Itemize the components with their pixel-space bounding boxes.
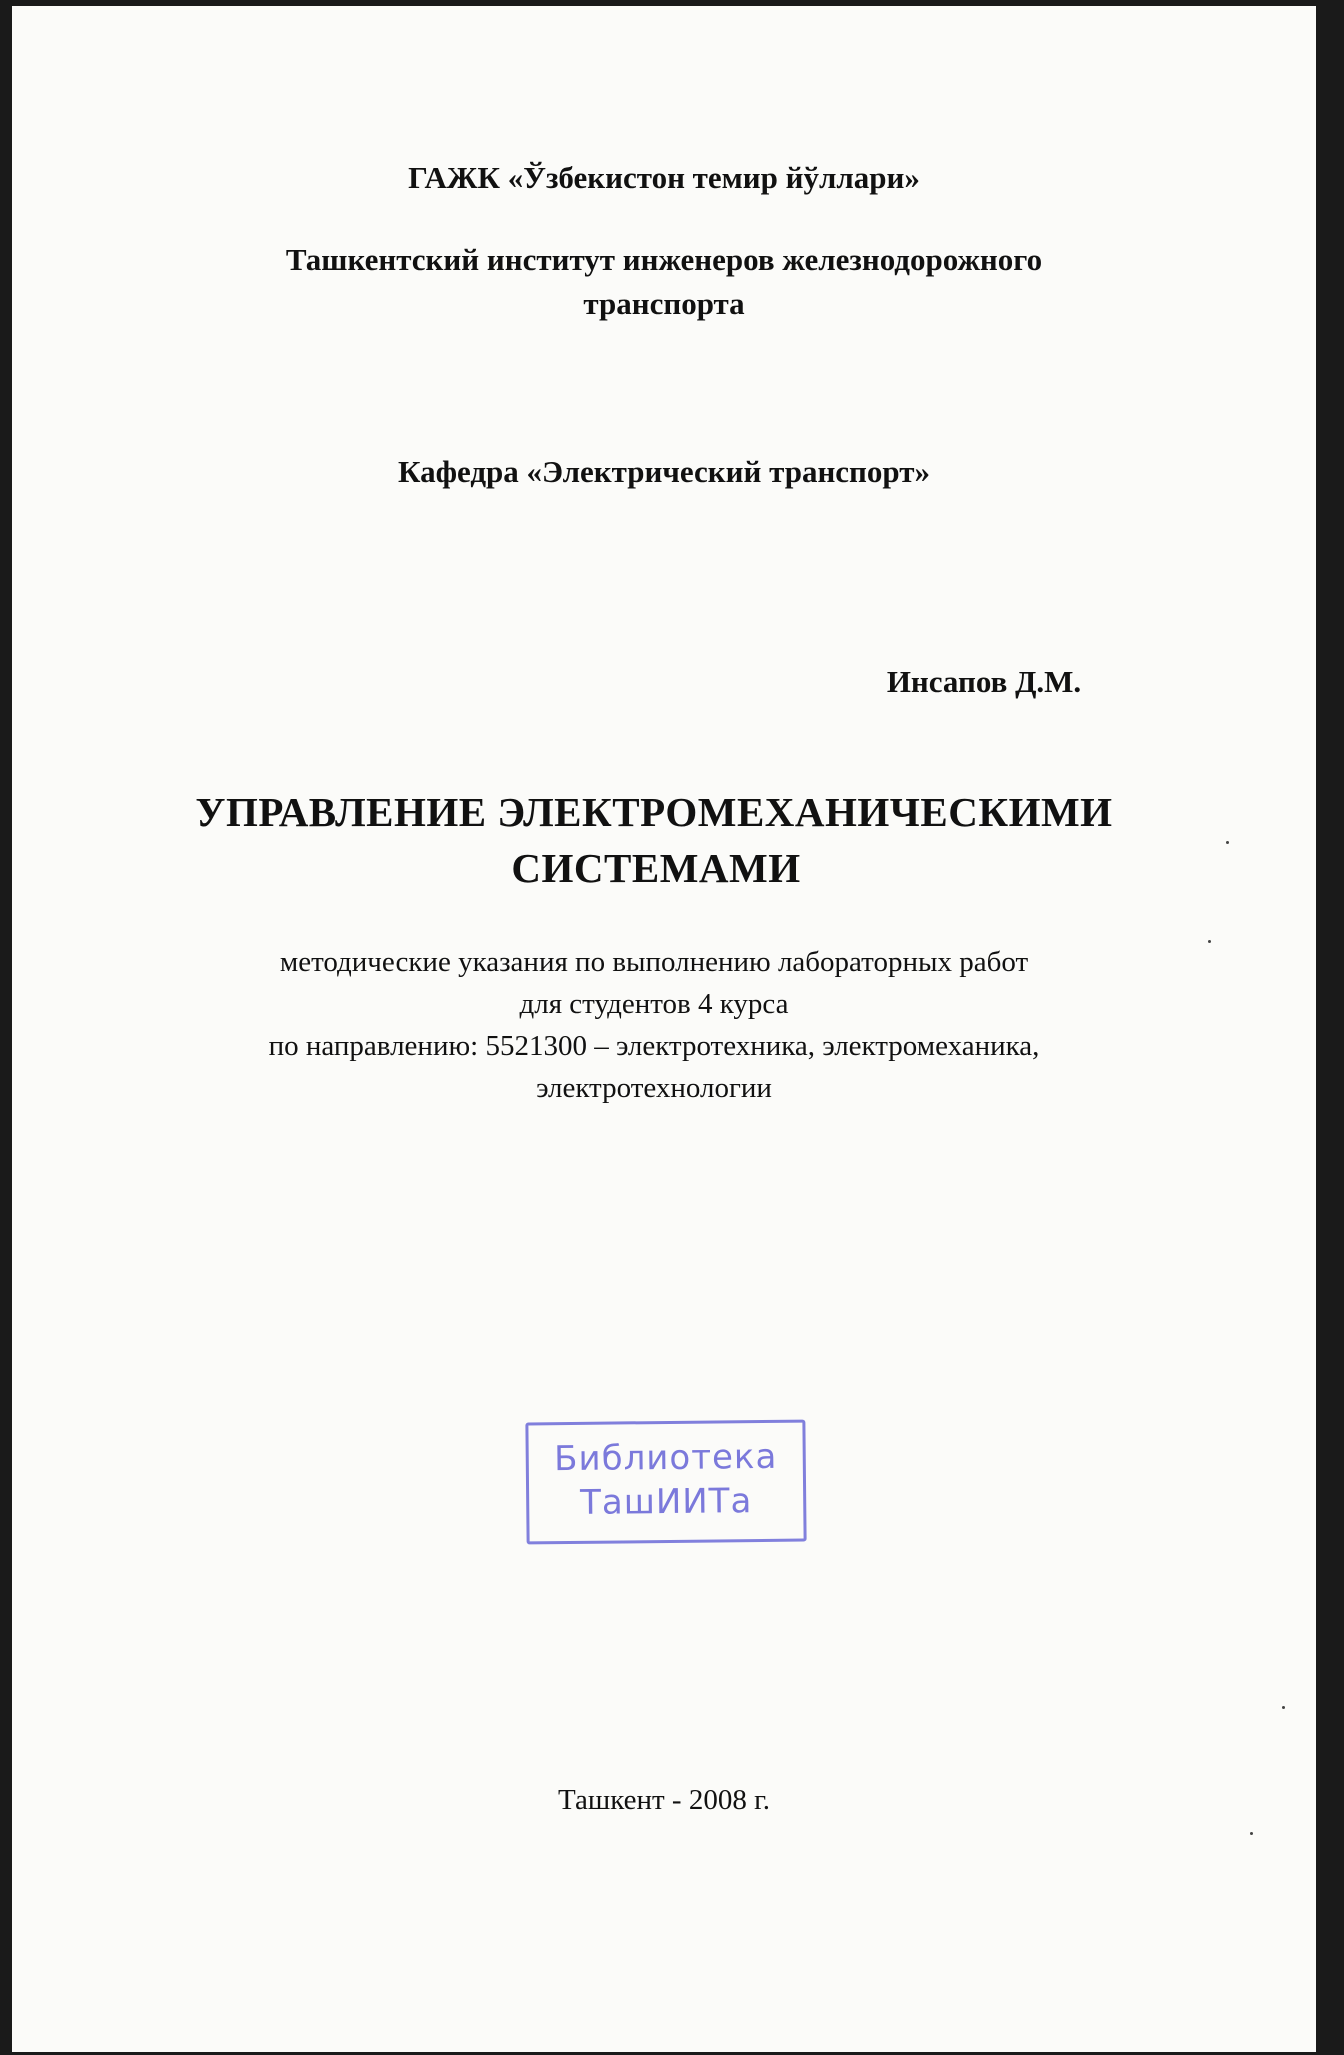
subtitle-line2: для студентов 4 курса bbox=[519, 988, 789, 1020]
document-title-line2: СИСТЕМАМИ bbox=[511, 845, 801, 891]
institute-name-line2: транспорта bbox=[583, 286, 745, 321]
scan-speck bbox=[1282, 1706, 1285, 1709]
author-name: Инсапов Д.М. bbox=[886, 664, 1082, 699]
document-title-line1: УПРАВЛЕНИЕ ЭЛЕКТРОМЕХАНИЧЕСКИМИ bbox=[195, 789, 1113, 835]
city-year: Ташкент - 2008 г. bbox=[558, 1784, 770, 1816]
subtitle-line4: электротехнологии bbox=[536, 1072, 772, 1104]
scan-speck bbox=[1226, 841, 1229, 844]
institute-name-line1: Ташкентский институт инженеров железнодорожного bbox=[285, 242, 1043, 277]
scan-speck bbox=[1208, 940, 1211, 943]
title-page bbox=[12, 6, 1316, 2052]
stamp-line2: ТашИИТа bbox=[579, 1481, 753, 1523]
organization-name: ГАЖК «Ўзбекистон темир йўллари» bbox=[408, 160, 920, 195]
stamp-line1: Библиотека bbox=[553, 1436, 778, 1480]
department-name: Кафедра «Электрический транспорт» bbox=[398, 454, 930, 489]
subtitle-line1: методические указания по выполнению лабораторных работ bbox=[279, 946, 1029, 978]
scan-speck bbox=[1250, 1832, 1253, 1835]
subtitle-line3: по направлению: 5521300 – электротехника, электромеханика, bbox=[268, 1030, 1040, 1062]
library-stamp bbox=[525, 1420, 806, 1545]
